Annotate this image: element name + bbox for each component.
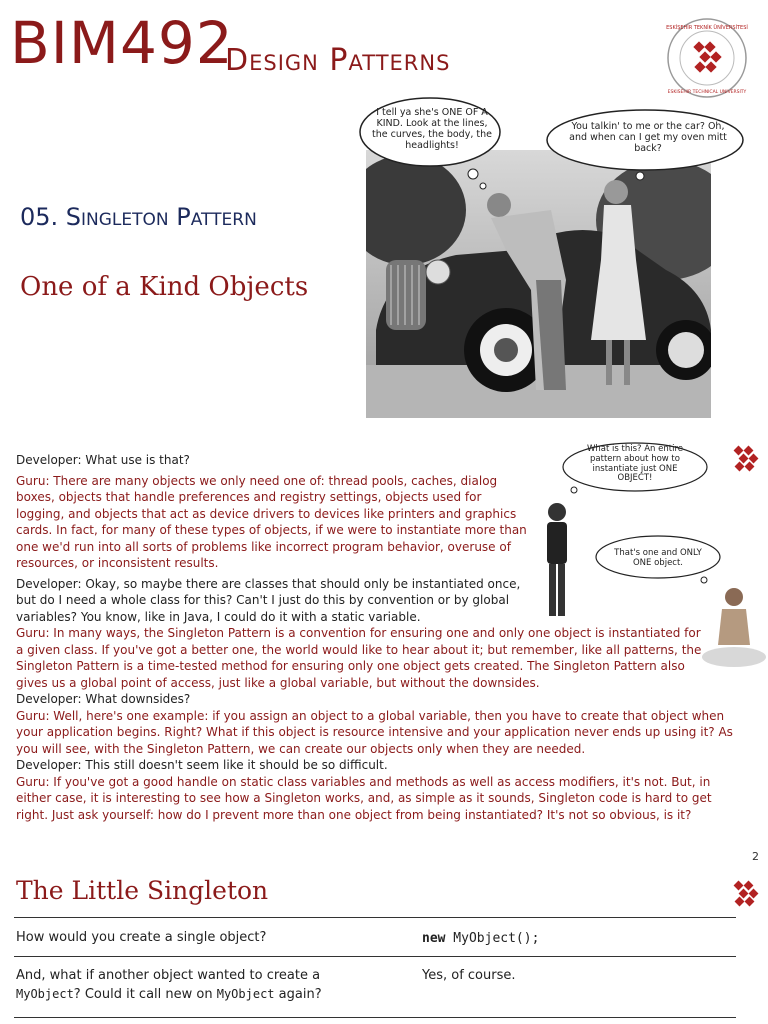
dialogue-line: Developer: This still doesn't seem like it should be so difficult.	[16, 758, 388, 772]
university-logo	[666, 17, 748, 99]
dialogue-line: Developer: What use is that?	[16, 453, 190, 467]
guru-figure	[700, 585, 768, 670]
man-speech-text: I tell ya she's ONE OF A KIND. Look at the lines, the curves, the body, the headlights!	[372, 107, 492, 151]
dialogue-line: Guru: In many ways, the Singleton Pattern is a convention for ensuring one and only one object is instantiated for a given class. If you've got a better one, the world would like to hear about it; but remember, like all patterns, the Singleton Pattern is a time-tested method for ensuring only one object gets created. The Singleton Pattern also gives us a global point of access, just like a global variable, but without the downsides.	[16, 626, 702, 690]
course-title: Design Patterns	[225, 43, 451, 78]
svg-text:ESKİŞEHİR TEKNİK ÜNİVERSİTESİ: ESKİŞEHİR TEKNİK ÜNİVERSİTESİ	[666, 25, 748, 31]
question-text	[16, 966, 396, 1004]
woman-speech-text: You talkin' to me or the car? Oh, and when can I get my oven mitt back?	[569, 121, 727, 154]
dialogue-line: Guru: Well, here's one example: if you assign an object to a global variable, then you have to create that object when your application begins. Right? What if this object is resource intensive and your application never ends up using it? As you will see, with the Singleton Pattern, we can create our objects only when they are needed.	[16, 708, 733, 756]
course-code: BIM492	[10, 9, 234, 77]
side-woman-speech-text: What is this? An entire pattern about how to instantiate just ONE OBJECT!	[586, 444, 683, 484]
question-line: ? Could it call new on	[73, 987, 217, 1002]
dialogue-line: Guru: If you've got a good handle on static class variables and methods as well as access modifiers, it's not. But, in either case, it is interesting to see how a Singleton works, and, as simple as it sounds, Singleton code is hard to get right. Just ask yourself: how do I prevent more than one object from being instantiated? It's not so obvious, is it?	[16, 774, 712, 822]
divider	[14, 917, 736, 918]
dialogue-block	[16, 452, 744, 823]
university-mark-icon	[730, 876, 762, 908]
dialogue-line: Developer: What downsides?	[16, 692, 191, 706]
divider	[14, 956, 736, 957]
dialogue-line: Guru: There are many objects we only need one of: thread pools, caches, dialog boxes, objects that handle preferences and registry settings, objects used for logging, and objects that act as device drivers to devices like printers and graphics cards. In fact, for many of these types of objects, if we were to instantiate more than one we'd run into all sorts of problems like incorrect program behavior, overuse of resources, or inconsistent results.	[16, 473, 527, 570]
class-name: MyObject	[16, 987, 74, 1001]
page-number: 2	[752, 850, 759, 863]
class-name: MyObject	[216, 987, 275, 1001]
keyword: new	[422, 931, 446, 946]
svg-text:ESKISEHIR TECHNICAL UNIVERSITY: ESKISEHIR TECHNICAL UNIVERSITY	[667, 90, 747, 95]
code-rest: MyObject();	[445, 931, 540, 946]
dialogue-line: Developer: Okay, so maybe there are classes that should only be instantiated once, but do I need a whole class for this? Can't I just do this by convention or by global variables? You know, like in Java, I could do it with a static variable.	[16, 576, 521, 624]
lecture-subtitle: One of a Kind Objects	[20, 272, 309, 302]
side-guru-speech-text: That's one and ONLY ONE object.	[614, 548, 702, 568]
answer-text: Yes, of course.	[422, 968, 516, 983]
divider	[14, 1017, 736, 1018]
woman-figure	[536, 500, 578, 620]
question-line: again?	[274, 987, 322, 1002]
answer-code	[422, 929, 539, 948]
university-mark-icon	[730, 441, 762, 473]
lecture-title: 05. Singleton Pattern	[20, 203, 257, 231]
section-title: The Little Singleton	[16, 876, 269, 905]
question-line: And, what if another object wanted to create a	[16, 968, 321, 983]
question-text: How would you create a single object?	[16, 930, 267, 945]
